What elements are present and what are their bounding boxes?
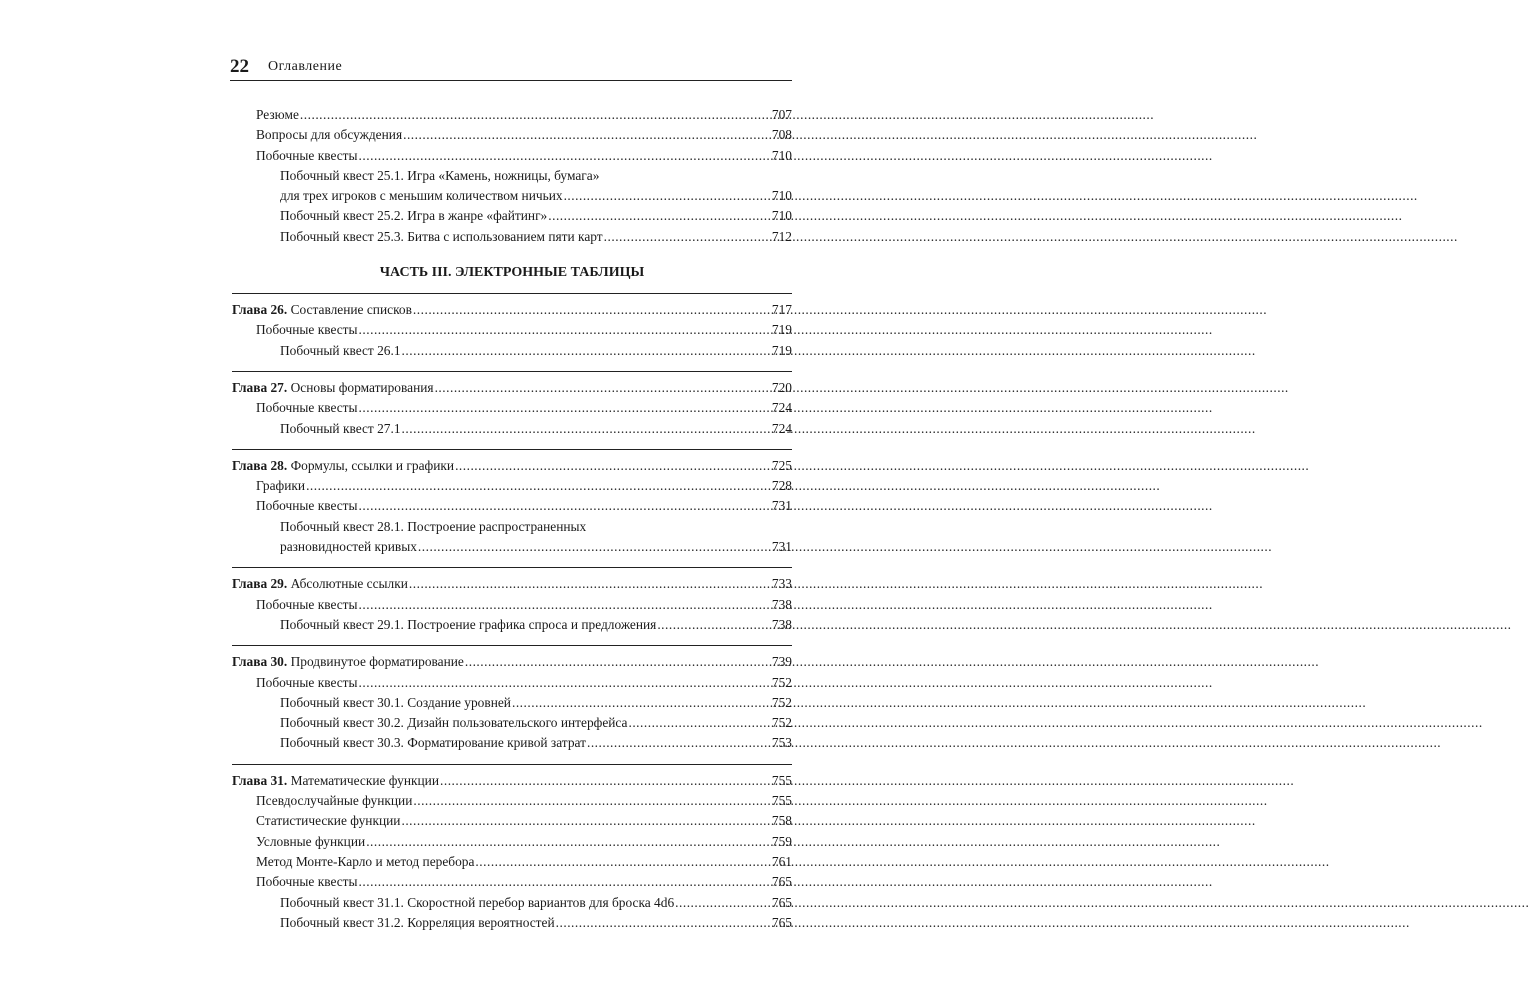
toc-entry[interactable]: Побочные квесты ..... 724 bbox=[232, 400, 792, 420]
toc-entry[interactable]: Побочный квест 25.3. Битва с использованием пяти карт ..... 712 bbox=[232, 229, 792, 249]
running-title: Оглавление bbox=[268, 59, 343, 74]
toc-entry[interactable]: Побочный квест 27.1 ..... 724 bbox=[232, 421, 792, 441]
toc-entry[interactable]: Побочные квесты ..... 752 bbox=[232, 675, 792, 695]
toc-entry[interactable]: Побочный квест 30.2. Дизайн пользовательского интерфейса ..... 752 bbox=[232, 715, 792, 735]
chapter-entry[interactable]: Глава 27. Основы форматирования ..... 720 bbox=[232, 380, 792, 400]
toc-entry-line1[interactable]: Побочный квест 28.1. Построение распространенных bbox=[280, 518, 587, 534]
toc-entry[interactable]: Побочный квест 30.3. Форматирование кривой затрат ..... 753 bbox=[232, 735, 792, 755]
toc-entry[interactable]: Побочные квесты ..... 719 bbox=[232, 322, 792, 342]
toc-entry[interactable]: Псевдослучайные функции ..... 755 bbox=[232, 793, 792, 813]
toc-entry[interactable]: Побочные квесты ..... 738 bbox=[232, 597, 792, 617]
toc-entry[interactable]: Побочный квест 29.1. Построение графика спроса и предложения ..... 738 bbox=[232, 617, 792, 637]
chapter-entry[interactable]: Глава 29. Абсолютные ссылки ..... 733 bbox=[232, 576, 792, 596]
toc-entry[interactable]: Побочные квесты ..... 765 bbox=[232, 874, 792, 894]
divider bbox=[232, 371, 792, 372]
part-heading: ЧАСТЬ III. ЭЛЕКТРОННЫЕ ТАБЛИЦЫ bbox=[379, 265, 645, 281]
divider bbox=[232, 645, 792, 646]
chapter-entry[interactable]: Глава 26. Составление списков ..... 717 bbox=[232, 302, 792, 322]
divider bbox=[232, 449, 792, 450]
toc-entry[interactable]: разновидностей кривых ..... 731 bbox=[232, 539, 792, 559]
chapter-entry[interactable]: Глава 31. Математические функции ..... 755 bbox=[232, 773, 792, 793]
toc-entry[interactable]: Метод Монте-Карло и метод перебора ..... 761 bbox=[232, 854, 792, 874]
toc-entry[interactable]: Вопросы для обсуждения ..... 708 bbox=[232, 127, 792, 147]
toc-entry-line1[interactable]: Побочный квест 25.1. Игра «Камень, ножницы, бумага» bbox=[280, 167, 600, 183]
toc-entry[interactable]: Статистические функции ..... 758 bbox=[232, 813, 792, 833]
toc-entry[interactable]: Побочные квесты ..... 731 bbox=[232, 498, 792, 518]
toc-entry[interactable]: Побочный квест 30.1. Создание уровней ..... 752 bbox=[232, 695, 792, 715]
divider bbox=[232, 567, 792, 568]
page-number: 22 bbox=[230, 56, 249, 77]
toc-entry[interactable]: Побочный квест 25.2. Игра в жанре «файтинг» ..... 710 bbox=[232, 208, 792, 228]
toc-entry[interactable]: для трех игроков с меньшим количеством ничьих ..... 710 bbox=[232, 188, 792, 208]
chapter-entry[interactable]: Глава 30. Продвинутое форматирование ..... 739 bbox=[232, 654, 792, 674]
divider bbox=[232, 293, 792, 294]
chapter-entry[interactable]: Глава 28. Формулы, ссылки и графики ..... 725 bbox=[232, 458, 792, 478]
toc-entry[interactable]: Графики ..... 728 bbox=[232, 478, 792, 498]
page-header bbox=[230, 56, 792, 81]
toc-entry[interactable]: Побочный квест 26.1 ..... 719 bbox=[232, 343, 792, 363]
toc-entry[interactable]: Побочный квест 31.2. Корреляция вероятностей ..... 765 bbox=[232, 915, 792, 935]
toc-entry[interactable]: Побочные квесты ..... 710 bbox=[232, 148, 792, 168]
divider bbox=[232, 764, 792, 765]
toc-entry[interactable]: Условные функции ..... 759 bbox=[232, 834, 792, 854]
table-of-contents bbox=[232, 107, 792, 935]
toc-entry[interactable]: Резюме ..... 707 bbox=[232, 107, 792, 127]
toc-entry[interactable]: Побочный квест 31.1. Скоростной перебор вариантов для броска 4d6 ..... 765 bbox=[232, 895, 792, 915]
